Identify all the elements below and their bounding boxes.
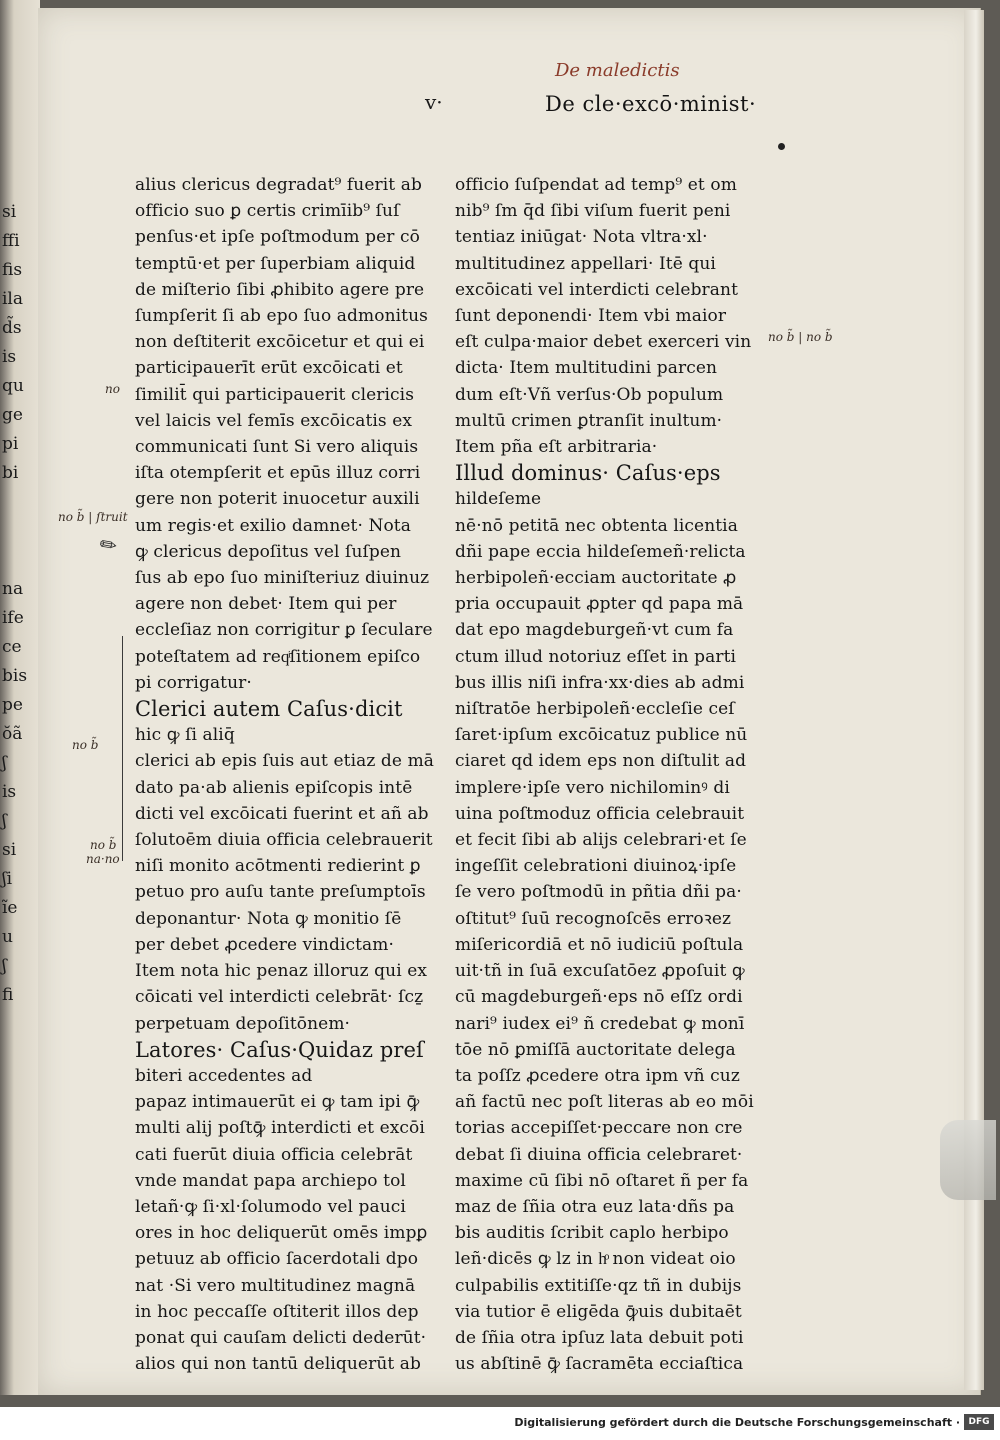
text-line: et fecit ſibi ab alijs celebrari·et ſe bbox=[455, 830, 747, 851]
text-line: poteſtatem ad reqͥſitionem epiſco bbox=[135, 646, 421, 667]
text-line: ſunt deponendi· Item vbi maior bbox=[455, 306, 727, 327]
text-line: Item nota hic penaz illoruz qui ex bbox=[135, 961, 428, 982]
facing-page-fragment: pi bbox=[2, 434, 19, 454]
facing-page-fragment: ʃ bbox=[2, 956, 7, 976]
text-line: via tutior ē eligēda ꝙ̄uis dubitaēt bbox=[455, 1301, 742, 1322]
text-line: vnde mandat papa archiepo tol bbox=[135, 1170, 406, 1191]
text-line: culpabilis extitiſſe·qz tñ in dubijs bbox=[455, 1275, 742, 1296]
text-line: perpetuam depoſitōnem· bbox=[135, 1013, 351, 1034]
facing-page-fragment: ı̃e bbox=[2, 898, 18, 918]
facing-page-fragment: ce bbox=[2, 637, 22, 657]
text-line: iſta otempſerit et epūs illuz corri bbox=[135, 463, 421, 484]
text-line: dat epo magdeburgeñ·vt cum fa bbox=[455, 620, 734, 641]
text-line: officio ſuſpendat ad temp⁹ et om bbox=[455, 175, 737, 195]
text-line: non deſtiterit excōicetur et qui ei bbox=[135, 332, 425, 353]
text-line: herbipoleñ·ecciam auctoritate ꝓ bbox=[455, 568, 737, 589]
text-line: petuuz ab officio ſacerdotali dpo bbox=[135, 1249, 419, 1270]
text-line: multitudinez appellari· Itē qui bbox=[455, 253, 716, 274]
text-line: uina poſtmoduz officia celebrauit bbox=[455, 803, 745, 824]
text-line: torias accepiſſet·peccare non cre bbox=[455, 1118, 743, 1139]
text-line: de miſterio ſibi ꝓhibito agere pre bbox=[135, 279, 425, 300]
text-line: ꝙ clericus depoſitus vel ſuſpen bbox=[135, 541, 402, 562]
text-line: niſtratōe herbipoleñ·eccleſie ceſ bbox=[455, 699, 735, 720]
text-line: ſimilit̄ qui participauerit clericis bbox=[135, 384, 415, 405]
text-line: dñi pape eccia hildeſemeñ·relicta bbox=[455, 541, 746, 562]
text-line: miſericordiā et nō iudiciū poſtula bbox=[455, 934, 744, 955]
text-line: multū crimen ꝑtranſit inultum· bbox=[455, 410, 723, 431]
marginal-note: no b̃ bbox=[90, 838, 117, 852]
text-line: cū magdeburgeñ·eps nō eſſz ordi bbox=[455, 987, 743, 1008]
ink-dot bbox=[778, 143, 785, 150]
text-line: per debet ꝓcedere vindictam· bbox=[135, 934, 394, 955]
text-line: cōicati vel interdicti celebrāt· ſcẕ bbox=[135, 987, 424, 1008]
right-text-column bbox=[455, 172, 765, 1377]
facing-page-fragment: ila bbox=[2, 289, 24, 309]
facing-page-fragment: ʃi bbox=[2, 869, 13, 889]
text-line: uit·tñ in ſuā excuſatōez ꝓpoſuit ꝙ bbox=[455, 961, 745, 982]
book-clip bbox=[940, 1120, 996, 1200]
facing-page-fragment: ffi bbox=[2, 231, 20, 251]
text-line: ciaret qd idem eps non diſtulit ad bbox=[455, 751, 747, 772]
text-line: ctum illud notoriuz eſſet in parti bbox=[455, 646, 737, 667]
facing-page-fragment: qu bbox=[2, 376, 24, 396]
text-line: pria occupauit ꝓpter qd papa mā bbox=[455, 594, 744, 615]
text-line: communicati ſunt Si vero aliquis bbox=[135, 437, 419, 458]
dfg-logo: DFG bbox=[964, 1414, 994, 1430]
text-line: biteri accedentes ad bbox=[135, 1065, 313, 1086]
facing-page-fragment: ʃ bbox=[2, 753, 7, 773]
text-line: tentiaz iniūgat· Nota vltra·xl· bbox=[455, 227, 708, 248]
text-line: participauerīt erūt excōicati et bbox=[135, 358, 403, 379]
text-line: debat ſi diuina officia celebraret· bbox=[455, 1144, 743, 1165]
text-line: niſi monito acōtmenti redierint ꝑ bbox=[135, 856, 421, 877]
facing-page-fragment: ife bbox=[2, 608, 24, 628]
text-line: ta poſſz ꝓcedere otra ipm vñ cuz bbox=[455, 1065, 740, 1086]
text-line: officio suo ꝑ certis crimīib⁹ ſuſ bbox=[135, 201, 400, 222]
text-line: añ factū nec poſt literas ab eo mōi bbox=[455, 1092, 754, 1113]
text-line: dicti vel excōicati fuerint et añ ab bbox=[135, 803, 429, 824]
text-line: leñ·dicēs ꝙ lz in hͦ non videat oio bbox=[455, 1249, 736, 1270]
text-line: maxime cū ſibi nō oſtaret ñ per fa bbox=[455, 1170, 749, 1191]
text-line: excōicati vel interdicti celebrant bbox=[455, 279, 738, 300]
text-line: pi corrigatur· bbox=[135, 672, 252, 693]
footer-bar bbox=[0, 1407, 1000, 1440]
text-line: ponat qui cauſam delicti dederūt· bbox=[135, 1327, 427, 1348]
text-line: maz de ſñia otra euz lata·dñs pa bbox=[455, 1196, 735, 1217]
text-line: letañ·ꝙ ſi·xl·ſolumodo vel pauci bbox=[135, 1196, 406, 1217]
text-line: nib⁹ ſm q̄d ſibi viſum fuerit peni bbox=[455, 201, 731, 222]
facing-page-fragment: fis bbox=[2, 260, 23, 280]
margin-pointer-mark: ✎ bbox=[94, 530, 123, 560]
facing-page-fragment: is bbox=[2, 782, 17, 802]
text-line: dicta· Item multitudini parcen bbox=[455, 358, 718, 379]
text-line: nat ·Si vero multitudinez magnā bbox=[135, 1275, 416, 1296]
facing-page-fragment: ge bbox=[2, 405, 23, 425]
facing-page-fragment: u bbox=[2, 927, 13, 947]
text-line: multi alij poſtꝙ̄ interdicti et excōi bbox=[135, 1118, 425, 1139]
footer-credit: Digitalisierung gefördert durch die Deutsche Forschungsgemeinschaft · bbox=[514, 1416, 960, 1429]
text-line: bis auditis ſcribit caplo herbipo bbox=[455, 1223, 729, 1244]
text-line: ſaret·ipſum excōicatuz publice nū bbox=[455, 725, 748, 746]
text-line: dato pa·ab alienis epiſcopis intē bbox=[135, 777, 413, 798]
text-line: ſumpſerit ſi ab epo ſuo admonitus bbox=[135, 306, 428, 327]
marginal-note: no b̃ bbox=[72, 738, 99, 752]
text-line: alius clericus degradat⁹ fuerit ab bbox=[135, 175, 422, 195]
marginal-note: no b̃ | no b̃ bbox=[768, 330, 833, 344]
marginal-note: no bbox=[105, 382, 120, 396]
text-line: clerici ab epis ſuis aut etiaz de mā bbox=[135, 751, 435, 772]
text-line: vel laicis vel femīs excōicatis ex bbox=[135, 410, 413, 431]
text-line: de ſñia otra ipſuz lata debuit poti bbox=[455, 1327, 744, 1348]
facing-page-fragment: pe bbox=[2, 695, 23, 715]
facing-page-fragment: ŏã bbox=[2, 724, 23, 744]
text-line: Illud dominus· Caſus·eps bbox=[455, 461, 721, 486]
text-line: cati fuerūt diuia officia celebrāt bbox=[135, 1144, 413, 1165]
facing-page-fragment: si bbox=[2, 202, 17, 222]
facing-page-fragment: na bbox=[2, 579, 24, 599]
text-line: penſus·et ipſe poſtmodum per cō bbox=[135, 227, 420, 248]
text-line: implere·ipſe vero nichilominꝰ di bbox=[455, 777, 730, 798]
facing-page-fragment: is bbox=[2, 347, 17, 367]
text-line: ſus ab epo ſuo miniſteriuz diuinuz bbox=[135, 568, 430, 589]
left-text-column bbox=[135, 172, 435, 1377]
text-line: um regis·et exilio damnet· Nota bbox=[135, 515, 411, 536]
facing-page-fragment: si bbox=[2, 840, 17, 860]
text-line: ſe vero poſtmodū in pñtia dñi pa· bbox=[455, 882, 742, 903]
margin-bracket bbox=[122, 636, 131, 861]
text-line: nē·nō petitā nec obtenta licentia bbox=[455, 515, 738, 536]
marginal-note: no b̃ | ſtruit bbox=[58, 510, 128, 524]
text-line: ores in hoc deliquerūt omēs impꝑ bbox=[135, 1223, 428, 1244]
text-line: gere non poterit inuocetur auxili bbox=[135, 489, 420, 510]
text-line: hildeſeme bbox=[455, 489, 542, 510]
facing-page-fragment: d̃s bbox=[2, 318, 22, 338]
facing-page-edge bbox=[0, 0, 40, 1395]
text-line: alios qui non tantū deliquerūt ab bbox=[135, 1354, 422, 1375]
text-line: eccleſiaz non corrigitur ꝑ ſeculare bbox=[135, 620, 433, 641]
text-line: tōe nō ꝑmiſſā auctoritate delega bbox=[455, 1039, 736, 1060]
text-line: oſtitut⁹ ſuū recognoſcēs erroꝛez bbox=[455, 908, 732, 929]
text-line: petuo pro auſu tante preſumptoīs bbox=[135, 882, 426, 903]
facing-page-fragment: fi bbox=[2, 985, 14, 1005]
text-line: in hoc peccaſſe oſtiterit illos dep bbox=[135, 1301, 419, 1322]
text-line: hic ꝙ ſi aliq̄ bbox=[135, 725, 235, 746]
text-line: ingeſſit celebrationi diuinoꝝ·ipſe bbox=[455, 856, 737, 877]
text-line: Latores· Caſus·Quidaz preſ bbox=[135, 1037, 424, 1062]
text-line: papaz intimauerūt ei ꝙ tam ipi ꝙ̄ bbox=[135, 1092, 420, 1113]
text-line: dum eſt·Vñ verſus·Ob populum bbox=[455, 384, 724, 405]
manuscript-heading-note: De maledictis bbox=[555, 60, 680, 81]
text-line: Clerici autem Caſus·dicit bbox=[135, 697, 403, 722]
folio-mark: v· bbox=[425, 90, 443, 114]
text-line: nari⁹ iudex ei⁹ ñ credebat ꝙ monī bbox=[455, 1013, 745, 1034]
marginal-note: na·no bbox=[86, 852, 120, 866]
text-line: ſolutoēm diuia officia celebrauerit bbox=[135, 830, 433, 851]
text-line: us abſtinē ꝙ̄ ſacramēta ecciaſtica bbox=[455, 1354, 744, 1375]
text-line: eſt culpa·maior debet exerceri vin bbox=[455, 332, 752, 353]
facing-page-fragment: bis bbox=[2, 666, 28, 686]
facing-page-fragment: bi bbox=[2, 463, 19, 483]
text-line: bus illis niſi infra·xx·dies ab admi bbox=[455, 672, 745, 693]
text-line: deponantur· Nota ꝙ monitio ſē bbox=[135, 908, 402, 929]
text-line: Item pña eſt arbitraria· bbox=[455, 437, 658, 458]
facing-page-fragment: ʃ bbox=[2, 811, 7, 831]
running-head-title: De cle·excō·minist· bbox=[545, 92, 757, 116]
text-line: temptū·et per ſuperbiam aliquid bbox=[135, 253, 416, 274]
text-line: agere non debet· Item qui per bbox=[135, 594, 397, 615]
